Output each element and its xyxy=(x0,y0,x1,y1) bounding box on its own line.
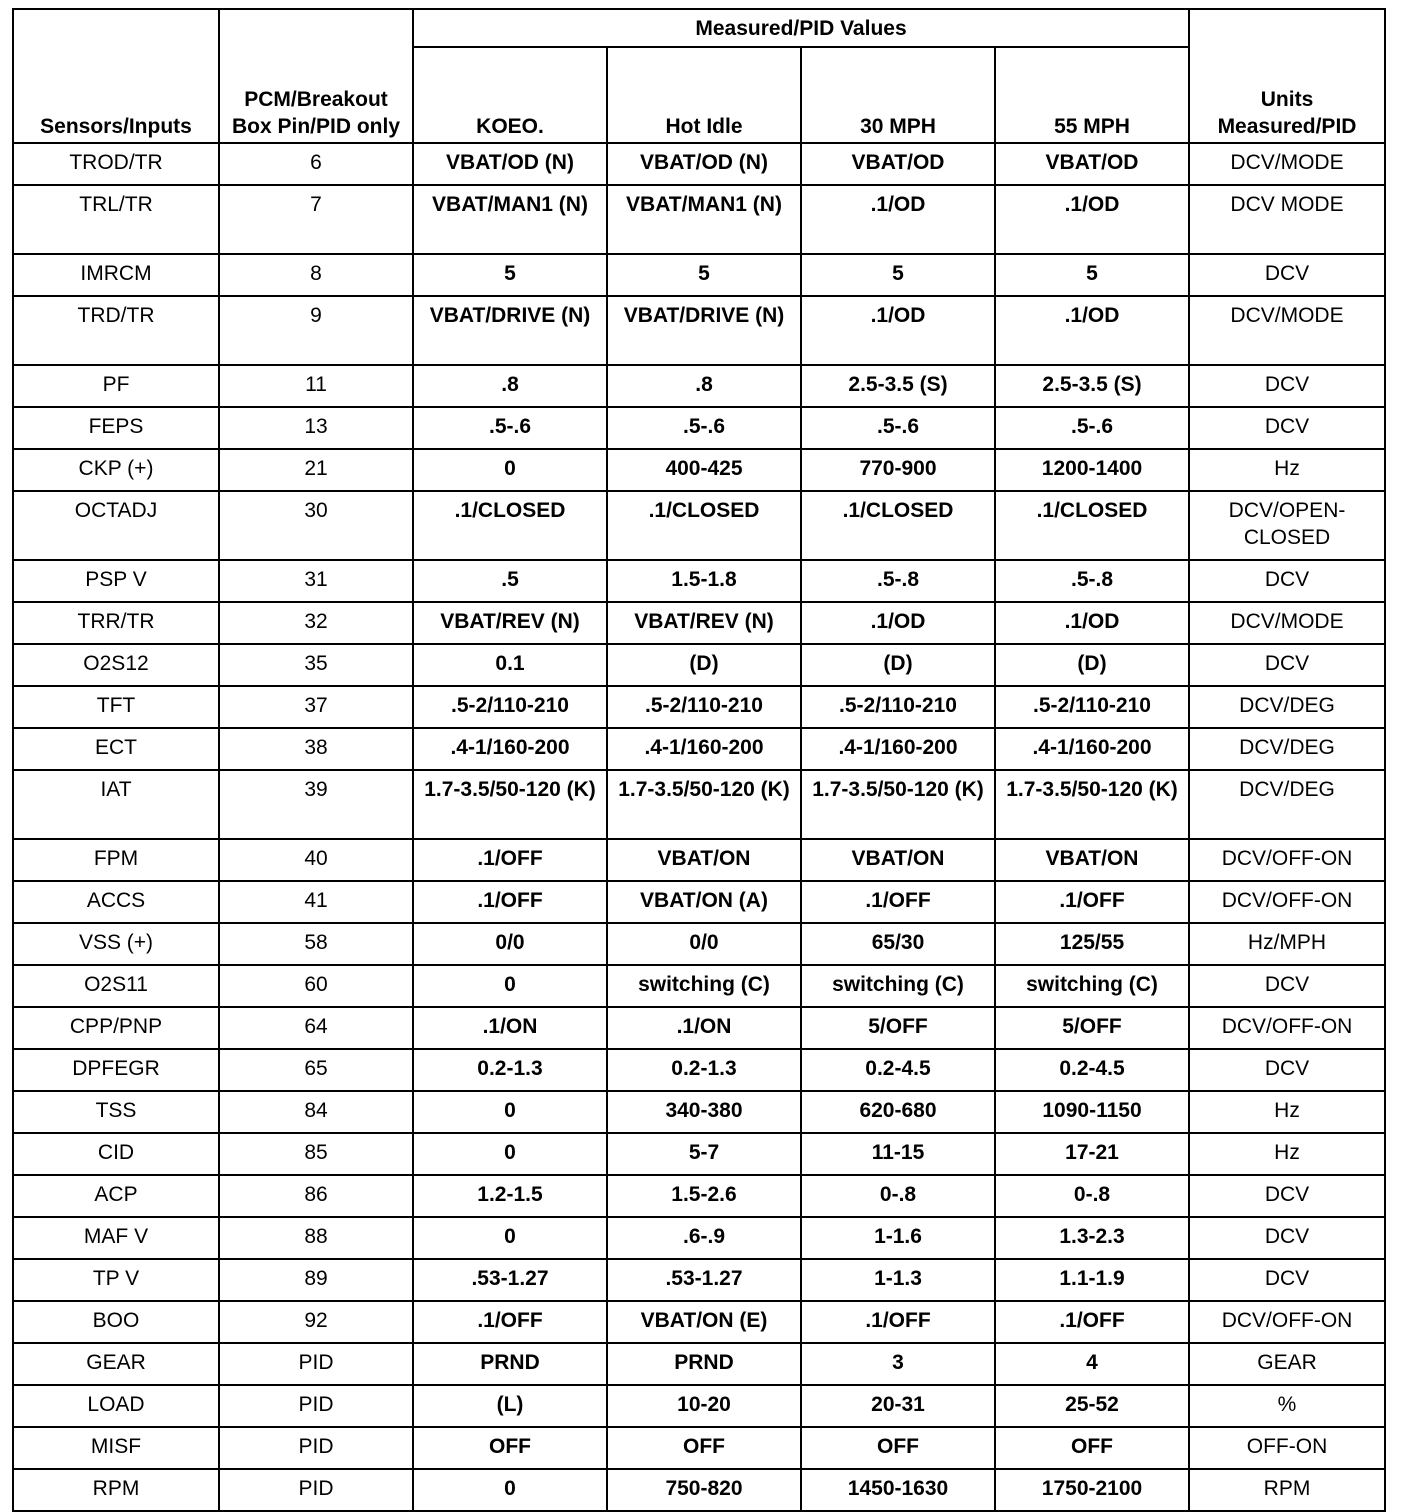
pin-cell: 84 xyxy=(219,1091,413,1133)
hot-idle-cell: switching (C) xyxy=(607,965,801,1007)
mph30-cell: 0.2-4.5 xyxy=(801,1049,995,1091)
pin-cell: 30 xyxy=(219,491,413,560)
koeo-cell: OFF xyxy=(413,1427,607,1469)
pin-cell: 64 xyxy=(219,1007,413,1049)
header-units-measured: Units Measured/PID xyxy=(1189,9,1385,143)
koeo-cell: .1/CLOSED xyxy=(413,491,607,560)
table-row xyxy=(13,1385,1385,1427)
units-cell: DCV xyxy=(1189,365,1385,407)
sensor-cell: DPFEGR xyxy=(13,1049,219,1091)
mph30-cell: OFF xyxy=(801,1427,995,1469)
koeo-cell: 0 xyxy=(413,1217,607,1259)
mph55-cell: .1/OD xyxy=(995,185,1189,254)
pin-cell: 86 xyxy=(219,1175,413,1217)
units-cell: DCV/OFF-ON xyxy=(1189,1301,1385,1343)
mph55-cell: VBAT/ON xyxy=(995,839,1189,881)
units-cell: DCV/DEG xyxy=(1189,686,1385,728)
pid-values-table xyxy=(12,8,1386,1512)
koeo-cell: 5 xyxy=(413,254,607,296)
table-row xyxy=(13,881,1385,923)
units-cell: DCV xyxy=(1189,407,1385,449)
mph30-cell: 3 xyxy=(801,1343,995,1385)
mph30-cell: .1/OD xyxy=(801,185,995,254)
header-measured-pid-values: Measured/PID Values xyxy=(413,9,1189,47)
pin-cell: PID xyxy=(219,1385,413,1427)
units-cell: DCV xyxy=(1189,1217,1385,1259)
koeo-cell: .1/OFF xyxy=(413,839,607,881)
units-cell: DCV xyxy=(1189,1049,1385,1091)
mph30-cell: .1/OD xyxy=(801,602,995,644)
hot-idle-cell: .4-1/160-200 xyxy=(607,728,801,770)
units-cell: DCV xyxy=(1189,560,1385,602)
units-cell: DCV/OFF-ON xyxy=(1189,1007,1385,1049)
units-cell: DCV xyxy=(1189,1175,1385,1217)
sensor-cell: TRD/TR xyxy=(13,296,219,365)
units-cell: DCV/OPEN-CLOSED xyxy=(1189,491,1385,560)
mph55-cell: 1.3-2.3 xyxy=(995,1217,1189,1259)
hot-idle-cell: 1.5-2.6 xyxy=(607,1175,801,1217)
hot-idle-cell: 10-20 xyxy=(607,1385,801,1427)
table-row xyxy=(13,1427,1385,1469)
hot-idle-cell: 0.2-1.3 xyxy=(607,1049,801,1091)
table-row xyxy=(13,1259,1385,1301)
hot-idle-cell: 5 xyxy=(607,254,801,296)
mph30-cell: 5/OFF xyxy=(801,1007,995,1049)
table-row xyxy=(13,728,1385,770)
mph30-cell: 620-680 xyxy=(801,1091,995,1133)
pin-cell: 38 xyxy=(219,728,413,770)
sensor-cell: CPP/PNP xyxy=(13,1007,219,1049)
header-pin-pid: PCM/Breakout Box Pin/PID only xyxy=(219,9,413,143)
mph55-cell: 0-.8 xyxy=(995,1175,1189,1217)
hot-idle-cell: 1.5-1.8 xyxy=(607,560,801,602)
sensor-cell: IMRCM xyxy=(13,254,219,296)
sensor-cell: TSS xyxy=(13,1091,219,1133)
pin-cell: 32 xyxy=(219,602,413,644)
table-row xyxy=(13,491,1385,560)
units-cell: GEAR xyxy=(1189,1343,1385,1385)
table-row xyxy=(13,1343,1385,1385)
table-row xyxy=(13,602,1385,644)
koeo-cell: .5 xyxy=(413,560,607,602)
sensor-cell: FEPS xyxy=(13,407,219,449)
sensor-cell: TROD/TR xyxy=(13,143,219,185)
mph30-cell: .5-2/110-210 xyxy=(801,686,995,728)
mph55-cell: .5-.8 xyxy=(995,560,1189,602)
header-55-mph: 55 MPH xyxy=(995,47,1189,143)
mph30-cell: VBAT/ON xyxy=(801,839,995,881)
units-cell: RPM xyxy=(1189,1469,1385,1511)
mph30-cell: 1-1.6 xyxy=(801,1217,995,1259)
table-row xyxy=(13,407,1385,449)
sensor-cell: CKP (+) xyxy=(13,449,219,491)
header-sensors-inputs: Sensors/Inputs xyxy=(13,9,219,143)
hot-idle-cell: 5-7 xyxy=(607,1133,801,1175)
mph30-cell: 0-.8 xyxy=(801,1175,995,1217)
sensor-cell: FPM xyxy=(13,839,219,881)
pin-cell: 31 xyxy=(219,560,413,602)
hot-idle-cell: VBAT/OD (N) xyxy=(607,143,801,185)
hot-idle-cell: 0/0 xyxy=(607,923,801,965)
sensor-cell: IAT xyxy=(13,770,219,839)
header-koeo: KOEO. xyxy=(413,47,607,143)
mph55-cell: 1090-1150 xyxy=(995,1091,1189,1133)
mph30-cell: VBAT/OD xyxy=(801,143,995,185)
table-row xyxy=(13,1469,1385,1511)
units-cell: DCV/MODE xyxy=(1189,143,1385,185)
hot-idle-cell: .5-2/110-210 xyxy=(607,686,801,728)
table-row xyxy=(13,1217,1385,1259)
koeo-cell: 0.1 xyxy=(413,644,607,686)
mph30-cell: 20-31 xyxy=(801,1385,995,1427)
hot-idle-cell: .1/ON xyxy=(607,1007,801,1049)
pin-cell: 37 xyxy=(219,686,413,728)
hot-idle-cell: 340-380 xyxy=(607,1091,801,1133)
mph55-cell: VBAT/OD xyxy=(995,143,1189,185)
koeo-cell: 0 xyxy=(413,449,607,491)
units-cell: Hz xyxy=(1189,1091,1385,1133)
hot-idle-cell: 400-425 xyxy=(607,449,801,491)
sensor-cell: ACP xyxy=(13,1175,219,1217)
koeo-cell: VBAT/REV (N) xyxy=(413,602,607,644)
pin-cell: 21 xyxy=(219,449,413,491)
table-row xyxy=(13,770,1385,839)
pin-cell: 60 xyxy=(219,965,413,1007)
table-body xyxy=(13,143,1385,1511)
pin-cell: 58 xyxy=(219,923,413,965)
mph30-cell: 770-900 xyxy=(801,449,995,491)
koeo-cell: 0.2-1.3 xyxy=(413,1049,607,1091)
pin-cell: 8 xyxy=(219,254,413,296)
sensor-cell: LOAD xyxy=(13,1385,219,1427)
units-cell: Hz xyxy=(1189,1133,1385,1175)
units-cell: DCV/MODE xyxy=(1189,602,1385,644)
table-row xyxy=(13,965,1385,1007)
sensor-cell: GEAR xyxy=(13,1343,219,1385)
mph55-cell: 1750-2100 xyxy=(995,1469,1189,1511)
table-header xyxy=(13,9,1385,143)
mph55-cell: 5 xyxy=(995,254,1189,296)
koeo-cell: .53-1.27 xyxy=(413,1259,607,1301)
koeo-cell: VBAT/DRIVE (N) xyxy=(413,296,607,365)
mph30-cell: .1/CLOSED xyxy=(801,491,995,560)
sensor-cell: PSP V xyxy=(13,560,219,602)
mph55-cell: .1/OD xyxy=(995,296,1189,365)
pid-table-container xyxy=(12,8,1386,1512)
header-30-mph: 30 MPH xyxy=(801,47,995,143)
units-cell: DCV xyxy=(1189,644,1385,686)
units-cell: DCV xyxy=(1189,1259,1385,1301)
sensor-cell: ECT xyxy=(13,728,219,770)
sensor-cell: O2S11 xyxy=(13,965,219,1007)
koeo-cell: VBAT/MAN1 (N) xyxy=(413,185,607,254)
sensor-cell: ACCS xyxy=(13,881,219,923)
units-cell: DCV/DEG xyxy=(1189,770,1385,839)
units-cell: DCV xyxy=(1189,254,1385,296)
units-cell: DCV xyxy=(1189,965,1385,1007)
pin-cell: 40 xyxy=(219,839,413,881)
mph30-cell: 1.7-3.5/50-120 (K) xyxy=(801,770,995,839)
koeo-cell: 0/0 xyxy=(413,923,607,965)
mph55-cell: .5-2/110-210 xyxy=(995,686,1189,728)
sensor-cell: RPM xyxy=(13,1469,219,1511)
hot-idle-cell: VBAT/ON (E) xyxy=(607,1301,801,1343)
sensor-cell: CID xyxy=(13,1133,219,1175)
koeo-cell: .5-.6 xyxy=(413,407,607,449)
mph30-cell: switching (C) xyxy=(801,965,995,1007)
sensor-cell: TP V xyxy=(13,1259,219,1301)
hot-idle-cell: 1.7-3.5/50-120 (K) xyxy=(607,770,801,839)
koeo-cell: .1/OFF xyxy=(413,881,607,923)
units-cell: Hz/MPH xyxy=(1189,923,1385,965)
koeo-cell: .1/OFF xyxy=(413,1301,607,1343)
koeo-cell: 0 xyxy=(413,1133,607,1175)
koeo-cell: 1.2-1.5 xyxy=(413,1175,607,1217)
mph55-cell: .1/OFF xyxy=(995,881,1189,923)
table-row xyxy=(13,686,1385,728)
mph55-cell: OFF xyxy=(995,1427,1189,1469)
table-row xyxy=(13,1049,1385,1091)
hot-idle-cell: VBAT/ON (A) xyxy=(607,881,801,923)
mph55-cell: 0.2-4.5 xyxy=(995,1049,1189,1091)
sensor-cell: TFT xyxy=(13,686,219,728)
sensor-cell: MISF xyxy=(13,1427,219,1469)
units-cell: % xyxy=(1189,1385,1385,1427)
mph30-cell: (D) xyxy=(801,644,995,686)
hot-idle-cell: .6-.9 xyxy=(607,1217,801,1259)
mph55-cell: (D) xyxy=(995,644,1189,686)
sensor-cell: PF xyxy=(13,365,219,407)
pin-cell: 85 xyxy=(219,1133,413,1175)
pin-cell: 88 xyxy=(219,1217,413,1259)
mph30-cell: 2.5-3.5 (S) xyxy=(801,365,995,407)
hot-idle-cell: VBAT/ON xyxy=(607,839,801,881)
table-row xyxy=(13,365,1385,407)
pin-cell: 92 xyxy=(219,1301,413,1343)
koeo-cell: .8 xyxy=(413,365,607,407)
hot-idle-cell: PRND xyxy=(607,1343,801,1385)
table-row xyxy=(13,1175,1385,1217)
sensor-cell: O2S12 xyxy=(13,644,219,686)
pin-cell: 7 xyxy=(219,185,413,254)
table-row xyxy=(13,560,1385,602)
table-row xyxy=(13,254,1385,296)
sensor-cell: VSS (+) xyxy=(13,923,219,965)
hot-idle-cell: .1/CLOSED xyxy=(607,491,801,560)
mph55-cell: 25-52 xyxy=(995,1385,1189,1427)
table-row xyxy=(13,839,1385,881)
mph55-cell: .4-1/160-200 xyxy=(995,728,1189,770)
hot-idle-cell: VBAT/DRIVE (N) xyxy=(607,296,801,365)
koeo-cell: 1.7-3.5/50-120 (K) xyxy=(413,770,607,839)
koeo-cell: VBAT/OD (N) xyxy=(413,143,607,185)
units-cell: OFF-ON xyxy=(1189,1427,1385,1469)
pin-cell: 39 xyxy=(219,770,413,839)
hot-idle-cell: .5-.6 xyxy=(607,407,801,449)
mph55-cell: 17-21 xyxy=(995,1133,1189,1175)
mph55-cell: .1/CLOSED xyxy=(995,491,1189,560)
units-cell: DCV/OFF-ON xyxy=(1189,839,1385,881)
table-row xyxy=(13,923,1385,965)
koeo-cell: (L) xyxy=(413,1385,607,1427)
pin-cell: 65 xyxy=(219,1049,413,1091)
koeo-cell: .5-2/110-210 xyxy=(413,686,607,728)
hot-idle-cell: OFF xyxy=(607,1427,801,1469)
koeo-cell: .4-1/160-200 xyxy=(413,728,607,770)
table-row xyxy=(13,143,1385,185)
mph30-cell: .5-.6 xyxy=(801,407,995,449)
mph30-cell: 5 xyxy=(801,254,995,296)
units-cell: DCV/MODE xyxy=(1189,296,1385,365)
mph55-cell: 4 xyxy=(995,1343,1189,1385)
hot-idle-cell: VBAT/REV (N) xyxy=(607,602,801,644)
table-row xyxy=(13,1007,1385,1049)
table-row xyxy=(13,185,1385,254)
units-cell: DCV/OFF-ON xyxy=(1189,881,1385,923)
table-row xyxy=(13,449,1385,491)
koeo-cell: 0 xyxy=(413,965,607,1007)
pin-cell: 6 xyxy=(219,143,413,185)
mph55-cell: 1.1-1.9 xyxy=(995,1259,1189,1301)
mph55-cell: switching (C) xyxy=(995,965,1189,1007)
hot-idle-cell: .8 xyxy=(607,365,801,407)
table-row xyxy=(13,296,1385,365)
mph30-cell: .1/OD xyxy=(801,296,995,365)
mph30-cell: .1/OFF xyxy=(801,1301,995,1343)
table-row xyxy=(13,1301,1385,1343)
mph30-cell: 1-1.3 xyxy=(801,1259,995,1301)
pin-cell: PID xyxy=(219,1469,413,1511)
mph55-cell: .5-.6 xyxy=(995,407,1189,449)
sensor-cell: BOO xyxy=(13,1301,219,1343)
mph55-cell: 1.7-3.5/50-120 (K) xyxy=(995,770,1189,839)
mph30-cell: 1450-1630 xyxy=(801,1469,995,1511)
mph30-cell: .5-.8 xyxy=(801,560,995,602)
hot-idle-cell: VBAT/MAN1 (N) xyxy=(607,185,801,254)
units-cell: DCV/DEG xyxy=(1189,728,1385,770)
mph55-cell: 125/55 xyxy=(995,923,1189,965)
mph55-cell: 2.5-3.5 (S) xyxy=(995,365,1189,407)
mph30-cell: 65/30 xyxy=(801,923,995,965)
pin-cell: 35 xyxy=(219,644,413,686)
mph55-cell: 5/OFF xyxy=(995,1007,1189,1049)
pin-cell: 89 xyxy=(219,1259,413,1301)
pin-cell: 13 xyxy=(219,407,413,449)
hot-idle-cell: 750-820 xyxy=(607,1469,801,1511)
header-hot-idle: Hot Idle xyxy=(607,47,801,143)
pin-cell: PID xyxy=(219,1343,413,1385)
koeo-cell: .1/ON xyxy=(413,1007,607,1049)
mph30-cell: 11-15 xyxy=(801,1133,995,1175)
koeo-cell: 0 xyxy=(413,1469,607,1511)
mph55-cell: .1/OD xyxy=(995,602,1189,644)
hot-idle-cell: (D) xyxy=(607,644,801,686)
table-row xyxy=(13,644,1385,686)
units-cell: Hz xyxy=(1189,449,1385,491)
koeo-cell: PRND xyxy=(413,1343,607,1385)
sensor-cell: TRL/TR xyxy=(13,185,219,254)
hot-idle-cell: .53-1.27 xyxy=(607,1259,801,1301)
table-row xyxy=(13,1133,1385,1175)
table-row xyxy=(13,1091,1385,1133)
pin-cell: 9 xyxy=(219,296,413,365)
units-cell: DCV MODE xyxy=(1189,185,1385,254)
pin-cell: 11 xyxy=(219,365,413,407)
mph55-cell: 1200-1400 xyxy=(995,449,1189,491)
pin-cell: PID xyxy=(219,1427,413,1469)
pin-cell: 41 xyxy=(219,881,413,923)
mph30-cell: .4-1/160-200 xyxy=(801,728,995,770)
sensor-cell: TRR/TR xyxy=(13,602,219,644)
sensor-cell: MAF V xyxy=(13,1217,219,1259)
mph55-cell: .1/OFF xyxy=(995,1301,1189,1343)
mph30-cell: .1/OFF xyxy=(801,881,995,923)
sensor-cell: OCTADJ xyxy=(13,491,219,560)
koeo-cell: 0 xyxy=(413,1091,607,1133)
